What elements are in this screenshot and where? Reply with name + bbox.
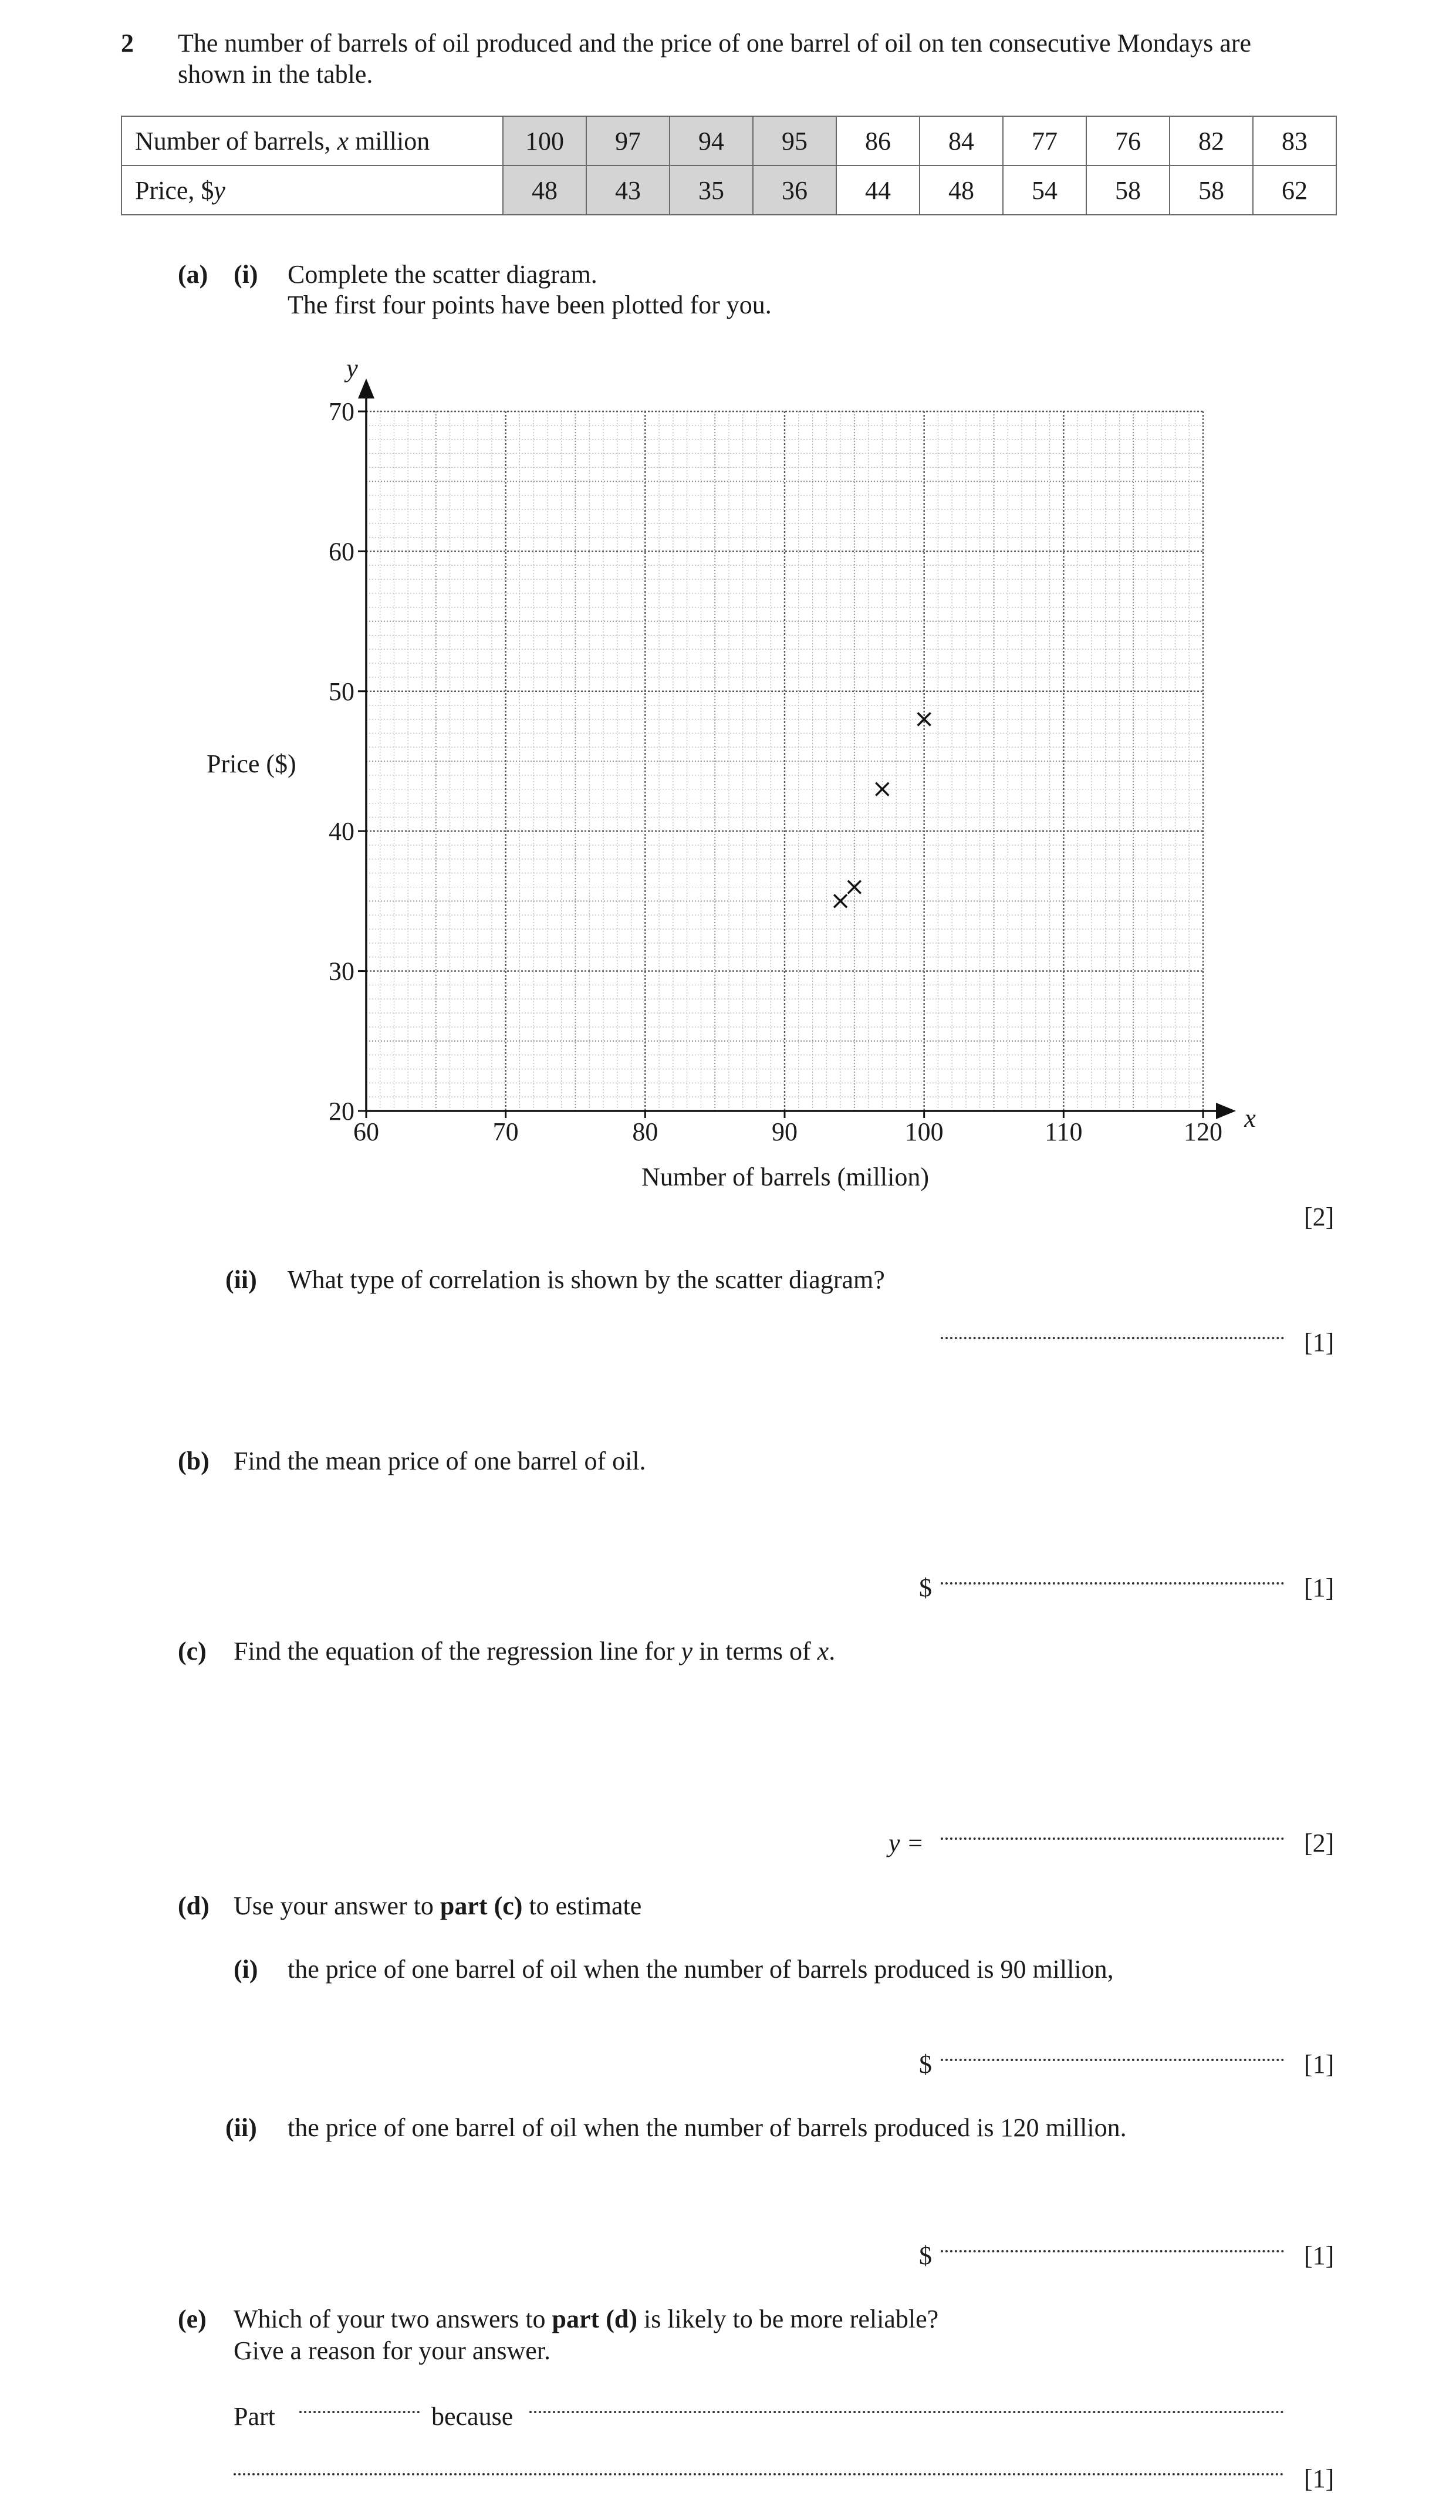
y-tick-label: 30 xyxy=(329,957,354,986)
chart-x-var: x xyxy=(1244,1104,1256,1133)
part-e-q-bold: part (d) xyxy=(552,2305,637,2333)
part-d-label: (d) xyxy=(178,1891,210,1920)
part-b-label: (b) xyxy=(178,1447,210,1475)
x-tick-label: 60 xyxy=(353,1117,379,1146)
table-cell: 62 xyxy=(1253,165,1336,215)
part-c-label: (c) xyxy=(178,1637,207,1666)
table-cell: 84 xyxy=(920,116,1003,165)
part-d-i-answer-prefix: $ xyxy=(919,2050,932,2079)
chart-grid xyxy=(366,411,1203,1111)
table-cell: 48 xyxy=(503,165,586,215)
part-c-q-var-y: y xyxy=(681,1637,693,1666)
part-c-q-1: Find the equation of the regression line for xyxy=(234,1637,681,1666)
table-cell: 86 xyxy=(836,116,920,165)
table-cell: 97 xyxy=(586,116,670,165)
chart-axes xyxy=(358,379,1236,1119)
row-label-barrels-suffix: million xyxy=(349,126,430,156)
y-tick-label: 40 xyxy=(329,817,354,846)
chart-y-label: Price ($) xyxy=(207,749,296,778)
x-tick-label: 110 xyxy=(1045,1117,1083,1146)
table-cell: 95 xyxy=(753,116,836,165)
row-label-barrels-prefix: Number of barrels, xyxy=(135,126,337,156)
x-tick-label: 90 xyxy=(772,1117,798,1146)
row-label-price-prefix: Price, $ xyxy=(135,175,214,205)
table-cell: 94 xyxy=(670,116,753,165)
x-tick-label: 100 xyxy=(904,1117,944,1146)
part-e-because-word: because xyxy=(431,2402,514,2431)
part-d-ii-label: (ii) xyxy=(225,2113,257,2142)
part-c-answer-prefix: y = xyxy=(889,1829,924,1857)
part-d-ii-answer-line[interactable] xyxy=(941,2250,1284,2252)
part-e-q-start: Which of your two answers to xyxy=(234,2305,552,2333)
table-cell: 58 xyxy=(1170,165,1253,215)
part-d-i-mark: [1] xyxy=(1304,2050,1335,2079)
chart-y-var: y xyxy=(346,354,358,383)
part-c-mark: [2] xyxy=(1304,1829,1335,1857)
part-b-mark: [1] xyxy=(1304,1573,1335,1602)
table-cell: 83 xyxy=(1253,116,1336,165)
y-tick-label: 60 xyxy=(329,537,354,566)
part-c-q-end: . xyxy=(829,1637,836,1666)
table-cell: 35 xyxy=(670,165,753,215)
part-a-ii-label: (ii) xyxy=(225,1265,257,1294)
part-b-answer-line[interactable] xyxy=(941,1582,1284,1585)
part-d-i-text: the price of one barrel of oil when the number of barrels produced is 90 million, xyxy=(288,1955,1114,1984)
table-cell: 58 xyxy=(1086,165,1170,215)
part-c-question xyxy=(234,1636,835,1667)
part-d-ii-answer-prefix: $ xyxy=(919,2241,932,2270)
y-tick-label: 20 xyxy=(329,1097,354,1126)
part-a-ii-question: What type of correlation is shown by the scatter diagram? xyxy=(288,1265,885,1294)
part-e-line-2: Give a reason for your answer. xyxy=(234,2336,551,2365)
question-intro-line-1: The number of barrels of oil produced and the price of one barrel of oil on ten consecutive Mondays are xyxy=(178,29,1252,58)
question-number: 2 xyxy=(121,29,134,58)
table-cell: 54 xyxy=(1003,165,1086,215)
part-a-ii-answer-line[interactable] xyxy=(941,1337,1284,1339)
part-e-question xyxy=(234,2304,938,2335)
chart-x-label: Number of barrels (million) xyxy=(641,1163,929,1191)
table-cell: 76 xyxy=(1086,116,1170,165)
part-b-question: Find the mean price of one barrel of oil. xyxy=(234,1447,646,1475)
table-cell: 100 xyxy=(503,116,586,165)
part-b-answer-prefix: $ xyxy=(919,1573,932,1602)
part-e-reason-line-1[interactable] xyxy=(529,2411,1284,2413)
table-cell: 43 xyxy=(586,165,670,215)
x-tick-label: 80 xyxy=(632,1117,658,1146)
x-axis-arrow xyxy=(1216,1103,1236,1119)
table-cell: 44 xyxy=(836,165,920,215)
part-d-question xyxy=(234,1891,641,1922)
part-c-answer-line[interactable] xyxy=(941,1837,1284,1840)
y-axis-arrow xyxy=(358,379,374,398)
part-c-q-2: in terms of xyxy=(692,1637,817,1666)
part-d-q-start: Use your answer to xyxy=(234,1891,440,1920)
question-intro-line-2: shown in the table. xyxy=(178,60,373,89)
part-e-label: (e) xyxy=(178,2305,207,2333)
part-e-q-end: is likely to be more reliable? xyxy=(637,2305,939,2333)
scatter-diagram[interactable] xyxy=(0,0,1456,1232)
table-cell: 48 xyxy=(920,165,1003,215)
y-tick-label: 50 xyxy=(329,677,354,706)
x-tick-label: 70 xyxy=(492,1117,519,1146)
row-label-price-var: y xyxy=(214,175,225,205)
part-d-i-answer-line[interactable] xyxy=(941,2059,1284,2061)
scatter-point xyxy=(848,881,861,894)
part-d-i-label: (i) xyxy=(234,1955,258,1984)
part-d-q-end: to estimate xyxy=(522,1891,642,1920)
part-a-i-line-1: Complete the scatter diagram. xyxy=(288,260,597,289)
part-d-q-bold: part (c) xyxy=(440,1891,523,1920)
part-a-i-line-2: The first four points have been plotted for you. xyxy=(288,290,772,319)
part-d-ii-mark: [1] xyxy=(1304,2241,1335,2270)
part-e-part-answer-line[interactable] xyxy=(299,2411,420,2413)
table-cell: 82 xyxy=(1170,116,1253,165)
row-label-barrels-var: x xyxy=(337,126,349,156)
table-cell: 36 xyxy=(753,165,836,215)
table-cell: 77 xyxy=(1003,116,1086,165)
part-e-mark: [1] xyxy=(1304,2464,1335,2493)
x-tick-label: 120 xyxy=(1184,1117,1222,1146)
part-a-label: (a) xyxy=(178,260,208,289)
y-tick-label: 70 xyxy=(329,397,354,426)
part-a-ii-mark: [1] xyxy=(1304,1328,1335,1357)
part-d-ii-text: the price of one barrel of oil when the number of barrels produced is 120 million. xyxy=(288,2113,1127,2142)
part-a-i-label: (i) xyxy=(234,260,258,289)
part-a-i-mark: [2] xyxy=(1304,1202,1335,1231)
part-e-part-word: Part xyxy=(234,2402,275,2431)
part-e-reason-line-2[interactable] xyxy=(234,2473,1284,2475)
part-c-q-var-x: x xyxy=(817,1637,829,1666)
